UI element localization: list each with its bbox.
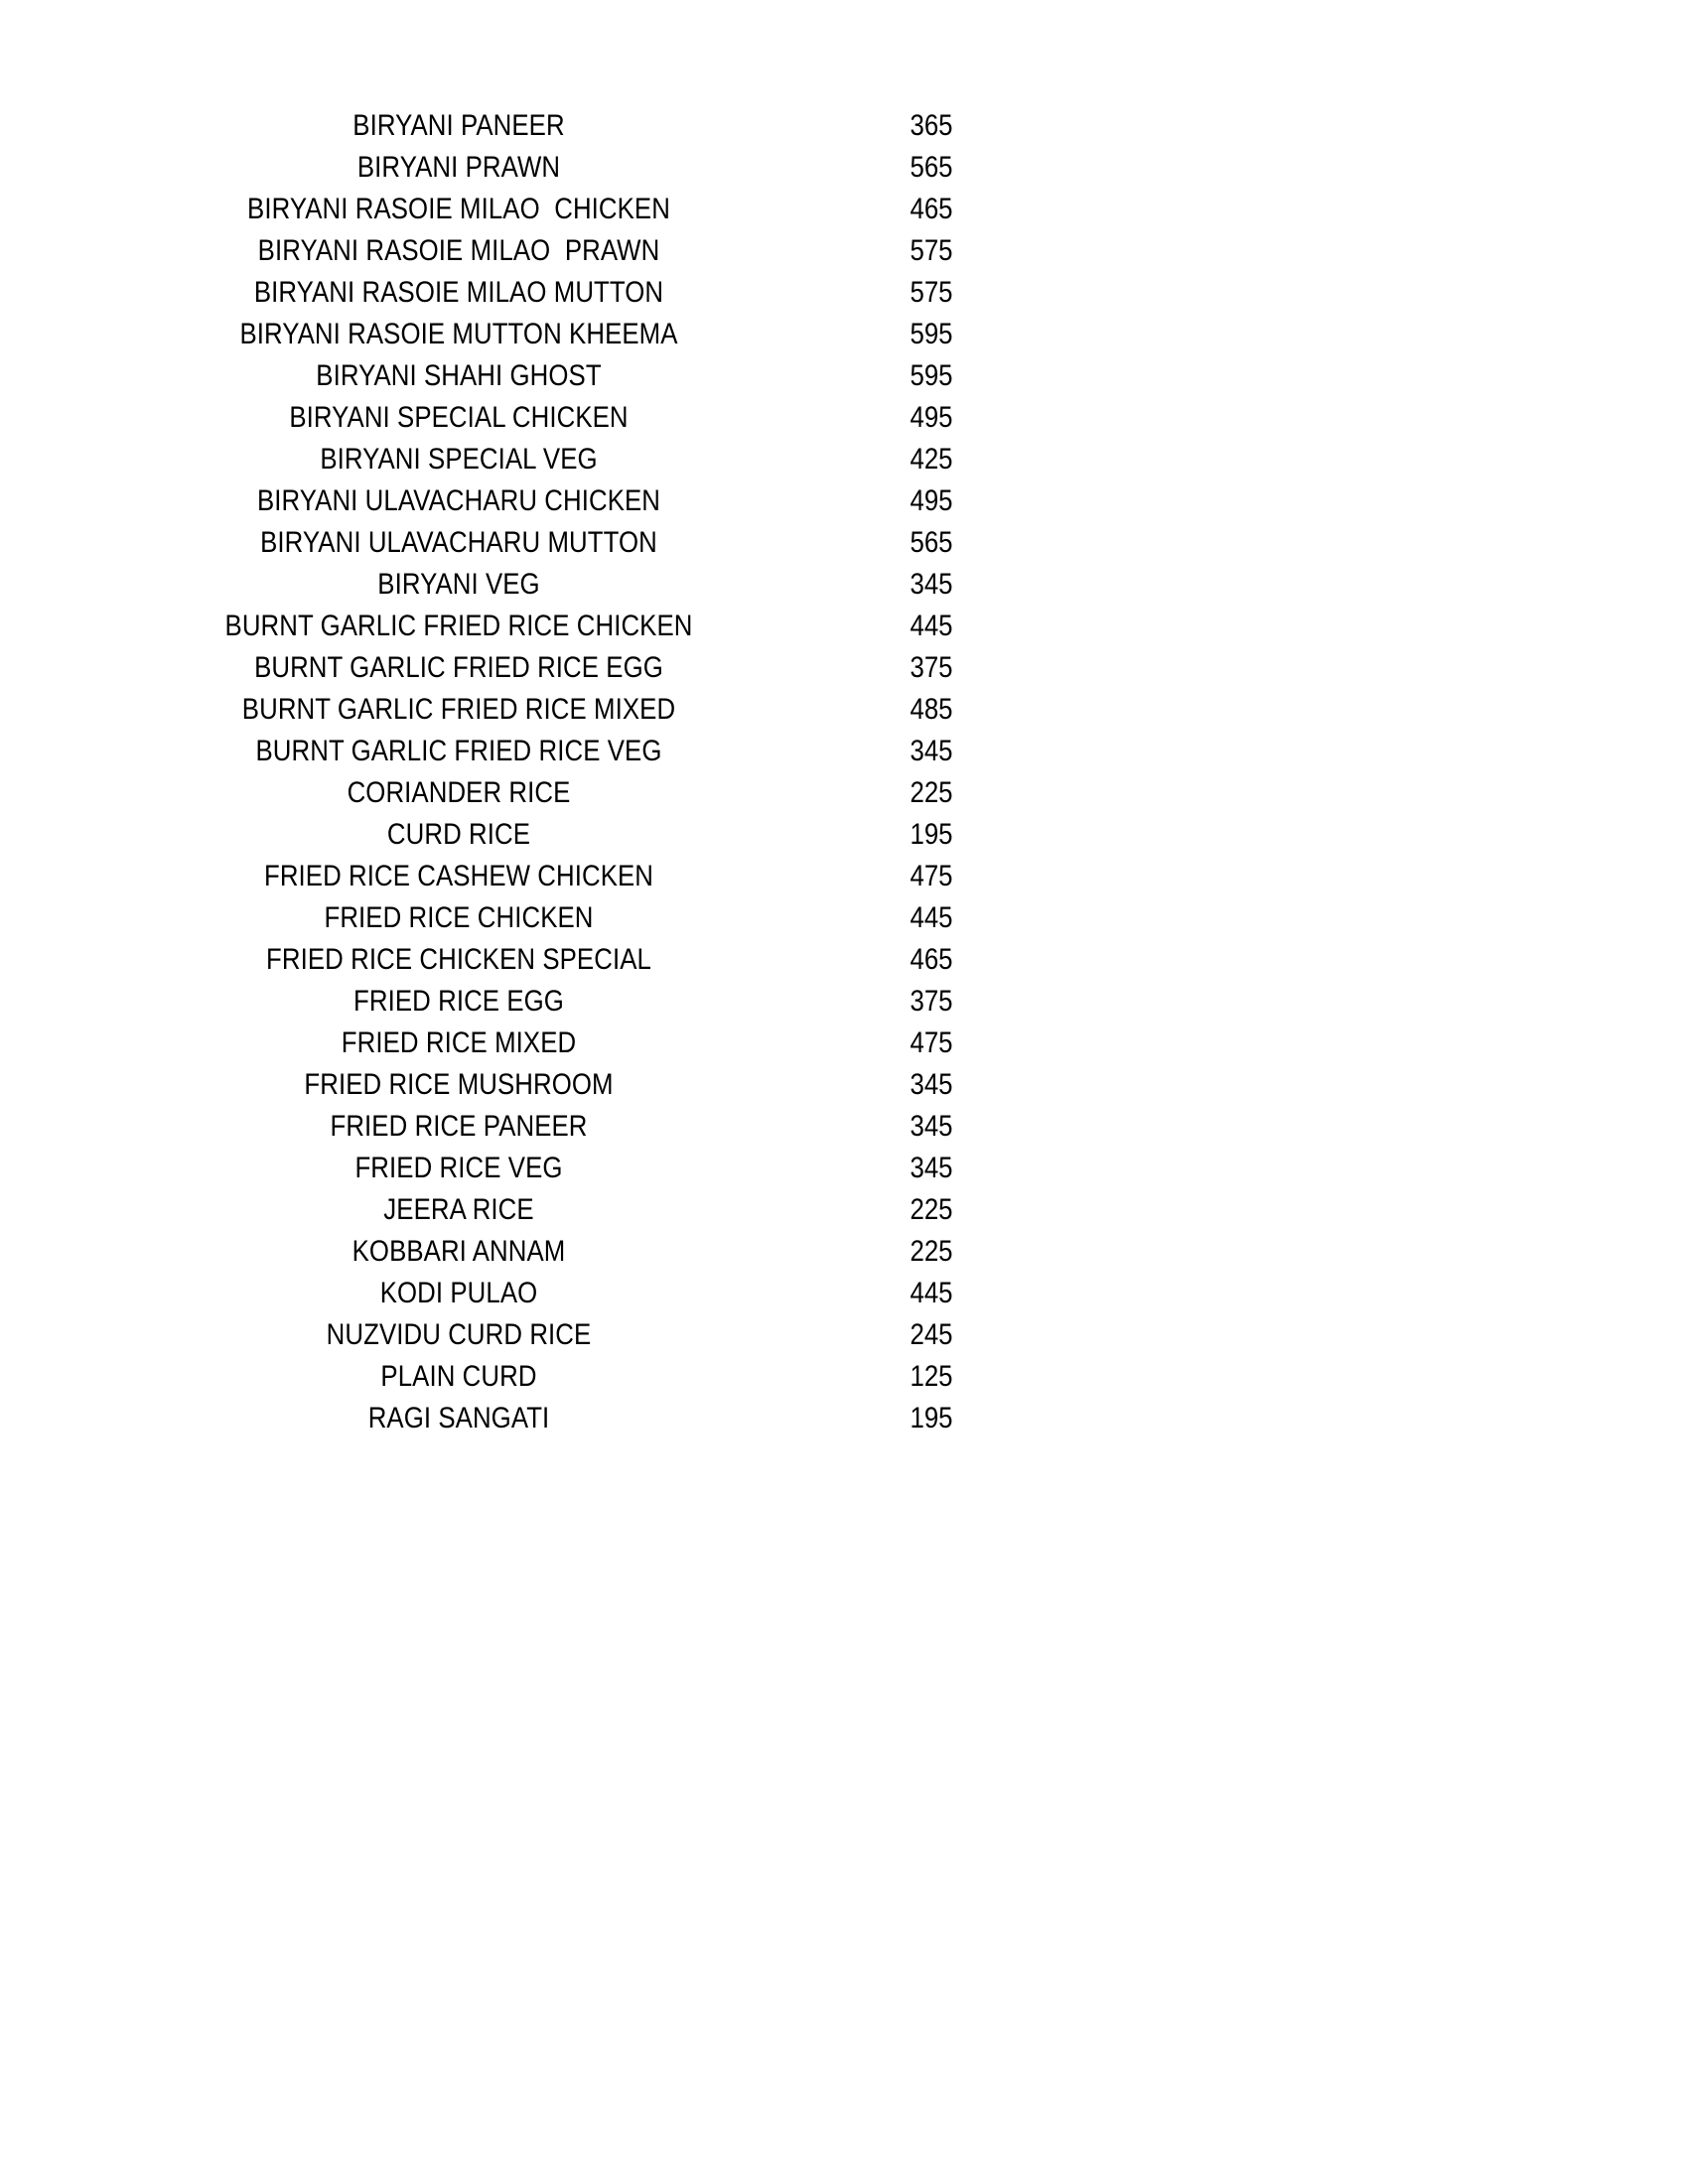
- menu-item-row: [0, 897, 1688, 939]
- menu-item-name: BURNT GARLIC FRIED RICE VEG: [255, 735, 662, 767]
- menu-item-name: BIRYANI SPECIAL VEG: [320, 443, 598, 476]
- menu-item-name: FRIED RICE CHICKEN: [324, 901, 594, 934]
- menu-item-row: [0, 314, 1688, 355]
- menu-item-name: BURNT GARLIC FRIED RICE MIXED: [241, 693, 676, 726]
- menu-item-name: BIRYANI PANEER: [352, 109, 565, 142]
- menu-item-row: [0, 814, 1688, 856]
- menu-item-name: BIRYANI ULAVACHARU MUTTON: [260, 526, 657, 559]
- menu-item-row: [0, 1189, 1688, 1231]
- menu-item-row: [0, 1148, 1688, 1189]
- menu-item-name: CURD RICE: [386, 818, 531, 851]
- menu-item-price: 345: [910, 1110, 953, 1143]
- menu-item-price: 595: [910, 318, 953, 350]
- menu-item-price: 195: [910, 1402, 953, 1434]
- menu-item-price: 225: [910, 776, 953, 809]
- menu-item-price: 125: [910, 1360, 953, 1393]
- menu-item-name: BIRYANI SPECIAL CHICKEN: [289, 401, 629, 434]
- menu-item-row: [0, 689, 1688, 731]
- menu-item-name: FRIED RICE PANEER: [330, 1110, 588, 1143]
- menu-item-row: [0, 606, 1688, 647]
- menu-item-price: 475: [910, 860, 953, 892]
- menu-item-price: 445: [910, 610, 953, 642]
- menu-item-row: [0, 1273, 1688, 1314]
- menu-item-price: 465: [910, 193, 953, 225]
- menu-item-price: 375: [910, 985, 953, 1018]
- menu-item-name: FRIED RICE VEG: [354, 1152, 563, 1184]
- menu-item-price: 575: [910, 276, 953, 309]
- menu-item-price: 245: [910, 1318, 953, 1351]
- menu-item-name: NUZVIDU CURD RICE: [326, 1318, 592, 1351]
- menu-item-price: 495: [910, 401, 953, 434]
- menu-item-row: [0, 355, 1688, 397]
- menu-item-name: BURNT GARLIC FRIED RICE CHICKEN: [224, 610, 693, 642]
- menu-item-price: 225: [910, 1193, 953, 1226]
- menu-item-name: BIRYANI RASOIE MUTTON KHEEMA: [239, 318, 678, 350]
- menu-item-name: FRIED RICE EGG: [353, 985, 564, 1018]
- menu-item-name: KODI PULAO: [379, 1277, 538, 1309]
- menu-item-price: 475: [910, 1026, 953, 1059]
- menu-item-price: 595: [910, 359, 953, 392]
- menu-item-price: 375: [910, 651, 953, 684]
- menu-item-row: [0, 480, 1688, 522]
- menu-item-row: [0, 731, 1688, 772]
- menu-item-price: 565: [910, 526, 953, 559]
- menu-item-row: [0, 189, 1688, 230]
- menu-item-price: 345: [910, 735, 953, 767]
- menu-item-row: [0, 939, 1688, 981]
- menu-item-name: BIRYANI ULAVACHARU CHICKEN: [256, 484, 661, 517]
- menu-item-row: [0, 1106, 1688, 1148]
- menu-item-name: FRIED RICE MIXED: [341, 1026, 577, 1059]
- menu-item-price: 445: [910, 901, 953, 934]
- menu-item-name: BIRYANI RASOIE MILAO PRAWN: [257, 234, 660, 267]
- menu-item-row: [0, 856, 1688, 897]
- menu-item-row: [0, 272, 1688, 314]
- menu-item-row: [0, 230, 1688, 272]
- menu-item-name: BIRYANI VEG: [377, 568, 540, 601]
- menu-item-row: [0, 1314, 1688, 1356]
- menu-item-name: BIRYANI RASOIE MILAO CHICKEN: [247, 193, 670, 225]
- menu-item-name: FRIED RICE MUSHROOM: [304, 1068, 614, 1101]
- menu-item-name: CORIANDER RICE: [347, 776, 571, 809]
- menu-item-price: 575: [910, 234, 953, 267]
- menu-item-name: BIRYANI RASOIE MILAO MUTTON: [253, 276, 664, 309]
- menu-item-price: 465: [910, 943, 953, 976]
- menu-item-row: [0, 1231, 1688, 1273]
- menu-price-list: [0, 105, 1688, 1439]
- menu-item-name: FRIED RICE CHICKEN SPECIAL: [266, 943, 651, 976]
- menu-item-price: 495: [910, 484, 953, 517]
- menu-item-price: 345: [910, 1152, 953, 1184]
- menu-item-row: [0, 564, 1688, 606]
- menu-item-name: JEERA RICE: [383, 1193, 534, 1226]
- menu-item-row: [0, 1023, 1688, 1064]
- menu-item-row: [0, 1398, 1688, 1439]
- menu-item-row: [0, 147, 1688, 189]
- menu-item-name: PLAIN CURD: [380, 1360, 537, 1393]
- menu-item-price: 425: [910, 443, 953, 476]
- menu-item-price: 565: [910, 151, 953, 184]
- menu-item-price: 365: [910, 109, 953, 142]
- menu-item-row: [0, 522, 1688, 564]
- menu-item-row: [0, 647, 1688, 689]
- menu-item-price: 345: [910, 1068, 953, 1101]
- menu-item-row: [0, 439, 1688, 480]
- menu-item-name: KOBBARI ANNAM: [352, 1235, 566, 1268]
- menu-item-name: BIRYANI PRAWN: [356, 151, 561, 184]
- menu-item-price: 195: [910, 818, 953, 851]
- menu-item-name: BURNT GARLIC FRIED RICE EGG: [254, 651, 663, 684]
- menu-item-name: BIRYANI SHAHI GHOST: [316, 359, 602, 392]
- menu-item-price: 445: [910, 1277, 953, 1309]
- menu-item-name: FRIED RICE CASHEW CHICKEN: [263, 860, 654, 892]
- menu-item-price: 485: [910, 693, 953, 726]
- menu-item-row: [0, 1356, 1688, 1398]
- menu-item-row: [0, 772, 1688, 814]
- menu-item-row: [0, 397, 1688, 439]
- menu-item-price: 225: [910, 1235, 953, 1268]
- menu-item-row: [0, 1064, 1688, 1106]
- menu-item-name: RAGI SANGATI: [367, 1402, 550, 1434]
- menu-item-price: 345: [910, 568, 953, 601]
- menu-item-row: [0, 105, 1688, 147]
- menu-item-row: [0, 981, 1688, 1023]
